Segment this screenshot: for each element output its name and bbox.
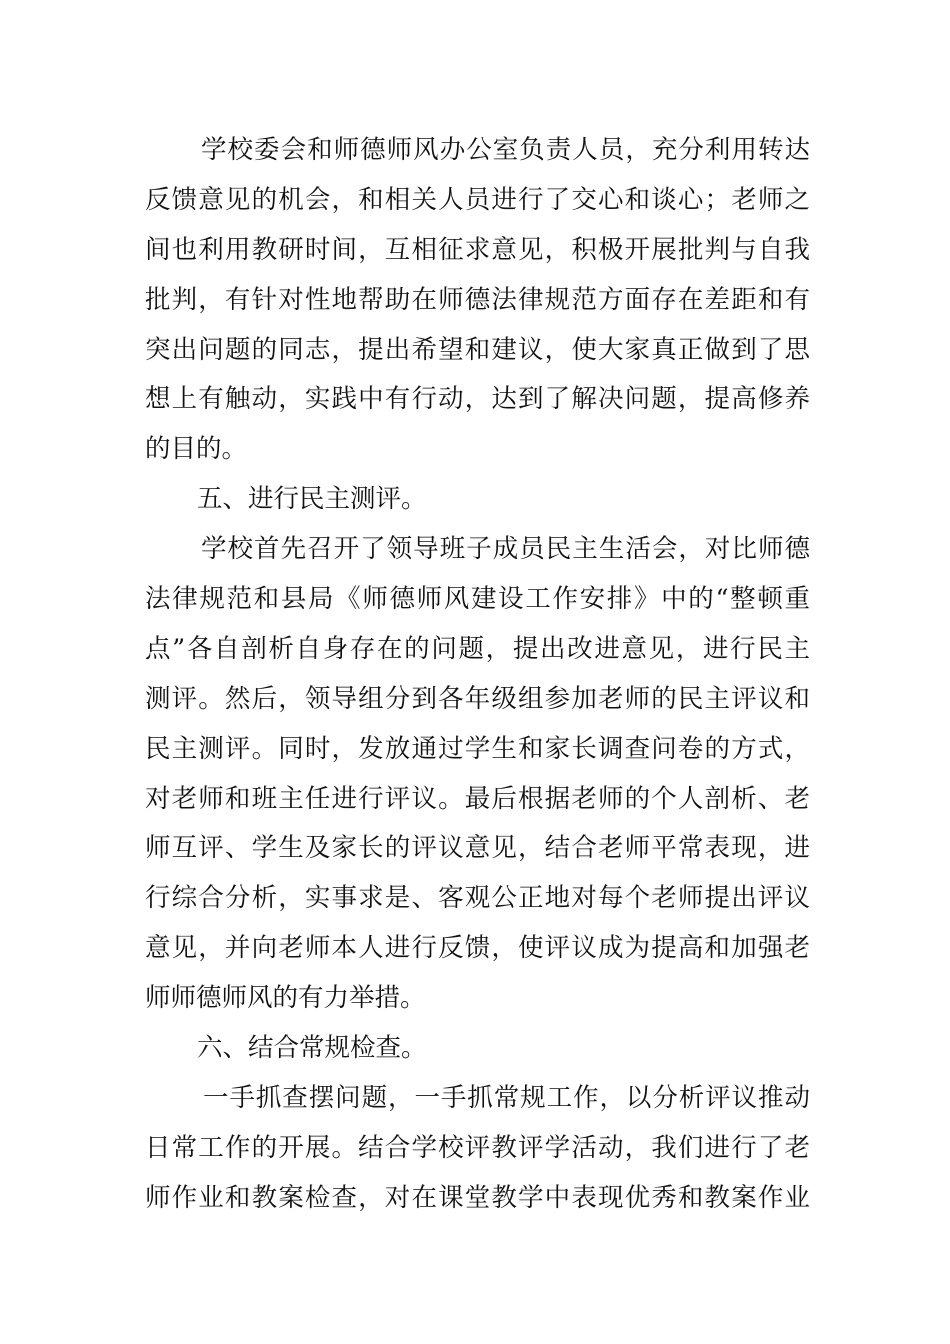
text-line: 测评。然后，领导组分到各年级组参加老师的民主评议和 xyxy=(145,683,810,714)
text-line: 学校首先召开了领导班子成员民主生活会，对比师德 xyxy=(201,534,810,565)
text-line: 师作业和教案检查，对在课堂教学中表现优秀和教案作业 xyxy=(145,1182,810,1213)
paragraph-democratic-evaluation xyxy=(145,525,810,1024)
text-line: 法律规范和县局《师德师风建设工作安排》中的“整顿重 xyxy=(145,584,810,615)
text-line: 间也利用教研时间，互相征求意见，积极开展批判与自我 xyxy=(145,234,810,265)
text-line: 意见，并向老师本人进行反馈，使评议成为提高和加强老 xyxy=(145,933,810,964)
text-line: 突出问题的同志，提出希望和建议，使大家真正做到了思 xyxy=(145,334,810,365)
paragraph-routine-inspection xyxy=(145,1074,810,1224)
text-line: 一手抓查摆问题，一手抓常规工作，以分析评议推动 xyxy=(203,1082,810,1113)
text-line: 师师德师风的有力举措。 xyxy=(145,983,426,1014)
text-line: 学校委会和师德师风办公室负责人员，充分利用转达 xyxy=(201,135,810,165)
text-line: 师互评、学生及家长的评议意见，结合老师平常表现，进 xyxy=(145,833,810,864)
text-line: 行综合分析，实事求是、客观公正地对每个老师提出评议 xyxy=(145,883,810,914)
text-line: 日常工作的开展。结合学校评教评学活动，我们进行了老 xyxy=(145,1132,810,1163)
text-line: 的目的。 xyxy=(145,434,248,465)
section-heading-5 xyxy=(145,475,810,525)
paragraph-feedback xyxy=(145,126,810,475)
heading-line: 五、进行民主测评。 xyxy=(197,484,427,515)
text-line: 点”各自剖析自身存在的问题，提出改进意见，进行民主 xyxy=(145,633,810,664)
text-line: 批判，有针对性地帮助在师德法律规范方面存在差距和有 xyxy=(145,284,810,315)
text-line: 反馈意见的机会，和相关人员进行了交心和谈心；老师之 xyxy=(145,184,810,215)
heading-line: 六、结合常规检查。 xyxy=(197,1033,427,1064)
section-heading-6 xyxy=(145,1024,810,1074)
text-line: 对老师和班主任进行评议。最后根据老师的个人剖析、老 xyxy=(145,783,810,814)
document-body xyxy=(145,126,810,1224)
text-line: 想上有触动，实践中有行动，达到了解决问题，提高修养 xyxy=(145,384,810,415)
text-line: 民主测评。同时，发放通过学生和家长调查问卷的方式， xyxy=(145,733,810,764)
